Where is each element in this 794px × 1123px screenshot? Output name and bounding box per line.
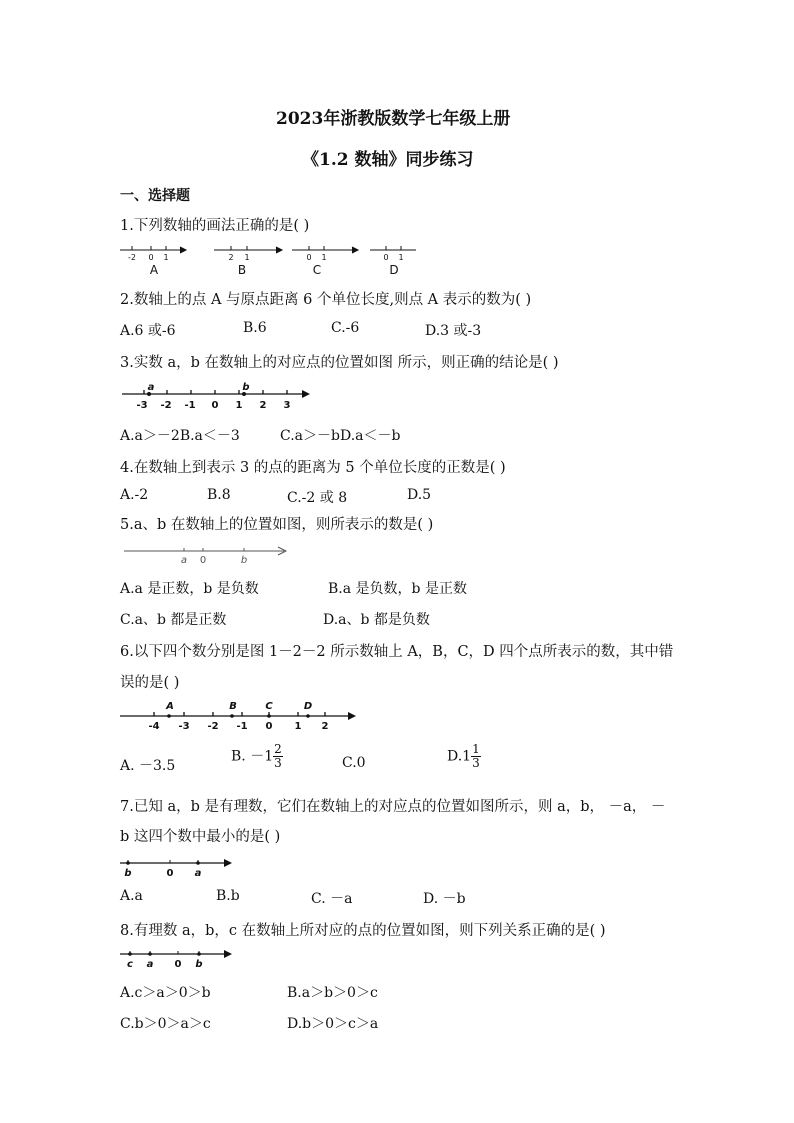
q3-tick-2: -2 [160,400,172,411]
q3-point-b: b [242,382,250,393]
q8-option-d: D.b＞0＞c＞a [287,1016,379,1032]
q6-option-d [447,743,481,770]
q5-option-a: A.a 是正数，b 是负数 [120,581,259,597]
q8-label-a: a [146,959,154,970]
q5-label-b: b [240,555,248,566]
q1-label-c: C [312,263,322,277]
q6-option-b-denominator: 3 [274,756,282,770]
q6-tick-2: -3 [178,721,190,732]
q1b-tick-1: 2 [228,253,234,262]
q3-tick-4: 0 [211,400,219,411]
q2-option-b: B.6 [243,320,267,336]
q2-option-a: A.6 或-6 [120,323,176,339]
q6-option-d-prefix: D.1 [447,748,472,765]
q7-option-c: C. －a [311,891,353,907]
q1-label-a: A [149,263,159,277]
question-6-stem-line-2: 误的是( ) [120,675,180,691]
q5-option-b: B.a 是负数，b 是正数 [328,581,467,597]
q8-option-c: C.b＞0＞a＞c [120,1016,211,1032]
question-3-number-line [118,380,318,412]
q6-option-b-prefix: B. －1 [231,748,274,765]
q5-option-c: C.a、b 都是正数 [120,612,227,628]
section-heading: 一、选择题 [120,188,190,204]
q6-tick-1: -4 [148,721,160,732]
question-7-stem-line-2: b 这四个数中最小的是( ) [120,829,281,845]
q6-option-b-numerator: 2 [274,742,282,756]
q6-tick-3: -2 [207,721,219,732]
q7-label-a: a [194,868,202,879]
q1c-tick-1: 0 [306,253,312,262]
q6-option-d-denominator: 3 [472,756,480,770]
q6-tick-7: 2 [321,721,329,732]
question-6-number-line [118,696,368,732]
q6-tick-5: 0 [265,721,273,732]
q6-option-d-numerator: 1 [472,742,480,756]
q1a-tick-2: 0 [148,253,154,262]
question-5-number-line [120,542,300,568]
q3-option-cd: C.a＞－bD.a＜－b [280,428,401,444]
q8-label-0: 0 [174,959,182,970]
q8-label-c: c [127,959,133,970]
q1-label-d: D [389,263,399,277]
question-4-stem: 4.在数轴上到表示 3 的点的距离为 5 个单位长度的正数是( ) [120,460,506,476]
q1a-tick-1: -2 [128,253,136,262]
question-1-stem: 1.下列数轴的画法正确的是( ) [120,218,310,234]
question-5-stem: 5.a、b 在数轴上的位置如图，则所表示的数是( ) [120,517,434,533]
question-3-stem: 3.实数 a，b 在数轴上的对应点的位置如图 所示，则正确的结论是( ) [120,355,559,371]
question-1-figures [118,240,438,280]
question-6-stem-line-1: 6.以下四个数分别是图 1－2－2 所示数轴上 A，B，C，D 四个点所表示的数，其中错 [120,644,674,660]
q3-tick-5: 1 [235,400,243,411]
question-7-stem-line-1: 7.已知 a，b 是有理数，它们在数轴上的对应点的位置如图所示，则 a，b， －a， － [120,799,666,815]
q4-option-b: B.8 [207,487,231,503]
q4-option-d: D.5 [407,487,432,503]
q7-option-b: B.b [216,888,240,904]
q3-tick-7: 3 [283,400,291,411]
q6-point-a: A [166,701,174,712]
q8-option-b: B.a＞b＞0＞c [287,985,378,1001]
question-2-stem: 2.数轴上的点 A 与原点距离 6 个单位长度,则点 A 表示的数为( ) [120,292,532,308]
q7-label-0: 0 [166,868,174,879]
q1d-tick-2: 1 [398,253,404,262]
document-title: 2023年浙教版数学七年级上册 [276,109,511,129]
q1a-tick-3: 1 [163,253,169,262]
q3-tick-1: -3 [136,400,148,411]
question-8-stem: 8.有理数 a，b，c 在数轴上所对应的点的位置如图，则下列关系正确的是( ) [120,923,606,939]
q1b-tick-2: 1 [244,253,250,262]
q6-option-c: C.0 [342,755,366,771]
q4-option-c: C.-2 或 8 [287,490,348,506]
q6-option-a: A. －3.5 [120,758,176,774]
q2-option-d: D.3 或-3 [425,323,482,339]
q6-point-c: C [265,701,273,712]
question-7-number-line [118,855,248,881]
q6-option-b-fraction [273,743,283,770]
question-8-number-line [118,946,248,972]
q5-label-a: a [180,555,188,566]
q5-label-0: 0 [199,555,207,566]
q6-tick-4: -1 [236,721,248,732]
q2-option-c: C.-6 [331,320,360,336]
document-subtitle: 《1.2 数轴》同步练习 [302,150,474,170]
q6-tick-6: 1 [294,721,302,732]
q4-option-a: A.-2 [120,487,149,503]
q1-label-b: B [237,263,247,277]
q1c-tick-2: 1 [321,253,327,262]
q6-option-d-fraction [471,743,481,770]
q8-option-a: A.c＞a＞0＞b [120,985,211,1001]
q6-point-d: D [303,701,313,712]
q3-tick-6: 2 [259,400,267,411]
q8-label-b: b [195,959,203,970]
q3-tick-3: -1 [184,400,196,411]
q5-option-d: D.a、b 都是负数 [323,612,430,628]
q7-option-a: A.a [120,888,143,904]
q3-option-ab: A.a＞－2B.a＜－3 [120,428,240,444]
q3-point-a: a [147,382,155,393]
q7-option-d: D. －b [423,891,466,907]
q1d-tick-1: 0 [383,253,389,262]
q6-point-b: B [229,701,237,712]
q6-option-b [231,743,283,770]
q7-label-b: b [124,868,132,879]
